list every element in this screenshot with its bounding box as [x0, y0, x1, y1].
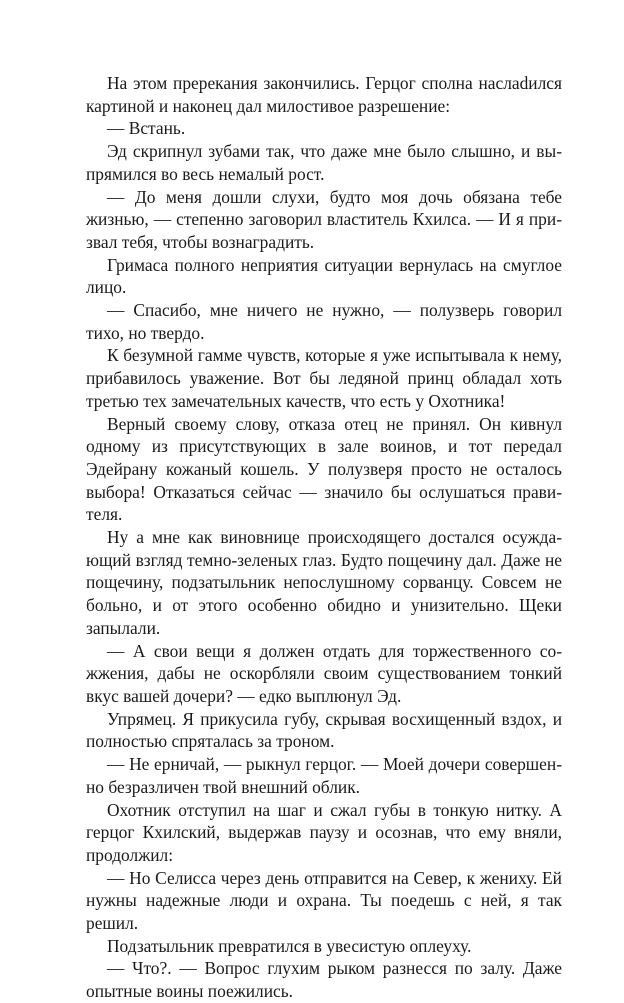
paragraph: — Не ерничай, — рыкнул герцог. — Моей дочери совершенно безразличен твой внешний облик. — [86, 754, 562, 797]
paragraph: Упрямец. Я прикусила губу, скрывая восхищенный вздох, и полностью спряталась за троном. — [86, 708, 562, 752]
paragraph: Гримаса полного неприятия ситуации вернулась на смуглое лицо. — [86, 254, 562, 298]
paragraph: На этом пререкания закончились. Герцог сполна наслаdился картиной и наконец дал милостивое разрешение: — [86, 73, 562, 116]
paragraph: Эд скрипнул зубами так, что даже мне было слышно, и выпрямился во весь немалый рост. — [86, 141, 562, 184]
paragraph: — До меня дошли слухи, будто моя дочь обязана тебе жизнью, — степенно заговорил властитель Кхилса. — И я призвал тебя, чтобы вознаградить. — [86, 186, 562, 252]
paragraph: — Что?. — Вопрос глухим рыком разнесся по залу. Даже опытные воины поежились. — [86, 958, 562, 1002]
paragraph: — Спасибо, мне ничего не нужно, — полузверь говорил тихо, но твердо. — [86, 300, 562, 343]
paragraph: Ну а мне как виновнице происходящего достался осуждающий взгляд темно-зеленых глаз. Будто пощечину дал. Даже не пощечину, подзатыльник непослушному сорванцу. Совсем не больно, и от этого особенно обидно и унизительно. Щеки запылали. — [86, 527, 562, 638]
paragraph: Охотник отступил на шаг и сжал губы в тонкую нитку. А герцог Кхилский, выдержав паузу и осознав, что ему вняли, продолжил: — [86, 799, 562, 865]
paragraph: Верный своему слову, отказа отец не принял. Он кивнул одному из присутствующих в зале воинов, и тот передал Эдейрану кожаный кошель. У полузверя просто не осталось выбора! Отказаться сейчас — значило бы ослушаться правителя. — [86, 413, 562, 525]
paragraph: — А свои вещи я должен отдать для торжественного сожжения, дабы не оскорбляли своим существованием тонкий вкус вашей дочери? — едко выплюнул Эд. — [86, 640, 562, 706]
body-text — [86, 72, 562, 1003]
paragraph: К безумной гамме чувств, которые я уже испытывала к нему, прибавилось уважение. Вот бы ледяной принц обладал хоть третью тех замечательных качеств, что есть у Охотника! — [86, 345, 562, 411]
paragraph: Подзатыльник превратился в увесистую оплеуху. — [107, 935, 472, 956]
paragraph: — Но Селисса через день отправится на Север, к жениху. Ей нужны надежные люди и охрана. Ты поедешь с ней, я так решил. — [86, 867, 562, 934]
paragraph: — Встань. — [107, 118, 186, 139]
